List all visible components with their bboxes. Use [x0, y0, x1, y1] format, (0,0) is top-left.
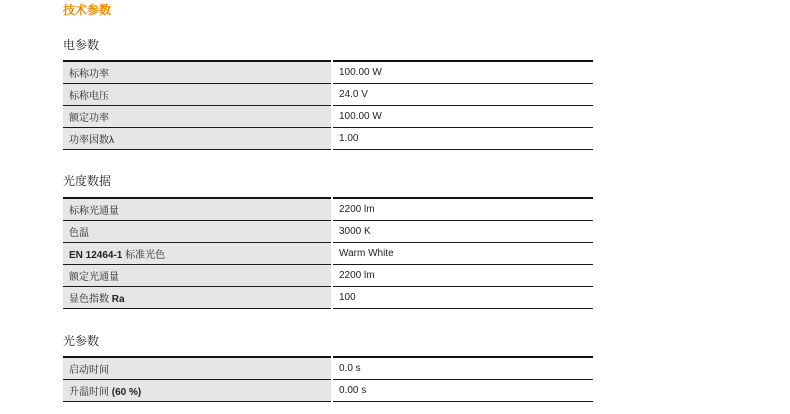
- electrical-parameters-table: [63, 60, 593, 150]
- row-label-text: 显色指数: [69, 294, 112, 305]
- row-label: 额定光通量: [63, 265, 332, 287]
- row-value: 1.00: [332, 128, 593, 150]
- table-row: [63, 221, 593, 243]
- row-label: 启动时间: [63, 357, 332, 380]
- table-row: [63, 106, 593, 128]
- row-label-text: 标准光色: [122, 250, 166, 261]
- row-label-text: 升温时间: [69, 387, 112, 398]
- row-value: 100.00 W: [332, 61, 593, 84]
- row-label: [63, 243, 332, 265]
- light-parameters-table: [63, 356, 593, 402]
- row-label-suffix: (60 %): [111, 387, 142, 398]
- section-heading-light: 光参数: [63, 334, 100, 348]
- row-label-standard: EN 12464-1: [69, 250, 123, 261]
- row-label: 标称电压: [63, 84, 332, 106]
- row-value: 0.00 s: [332, 380, 593, 402]
- row-label: 标称功率: [63, 61, 332, 84]
- table-row: [63, 287, 593, 309]
- row-label: [63, 380, 332, 402]
- table-row: [63, 243, 593, 265]
- row-value: 2200 lm: [332, 198, 593, 221]
- row-value: 2200 lm: [332, 265, 593, 287]
- table-row: [63, 357, 593, 380]
- row-value: 100: [332, 287, 593, 309]
- table-row: [63, 198, 593, 221]
- row-label: [63, 287, 332, 309]
- row-value: 0.0 s: [332, 357, 593, 380]
- row-value: 3000 K: [332, 221, 593, 243]
- photometric-data-table: [63, 197, 593, 309]
- table-row: [63, 265, 593, 287]
- row-label: 功率因数λ: [63, 128, 332, 150]
- row-label: 色温: [63, 221, 332, 243]
- row-label-suffix: Ra: [111, 294, 125, 305]
- table-row: [63, 84, 593, 106]
- table-row: [63, 61, 593, 84]
- section-heading-electrical: 电参数: [63, 38, 100, 52]
- table-row: [63, 128, 593, 150]
- row-label: 标称光通量: [63, 198, 332, 221]
- table-row: [63, 380, 593, 402]
- page-title: 技术参数: [63, 3, 112, 17]
- row-label: 额定功率: [63, 106, 332, 128]
- section-heading-photometric: 光度数据: [63, 174, 112, 188]
- row-value: Warm White: [332, 243, 593, 265]
- row-value: 100.00 W: [332, 106, 593, 128]
- row-value: 24.0 V: [332, 84, 593, 106]
